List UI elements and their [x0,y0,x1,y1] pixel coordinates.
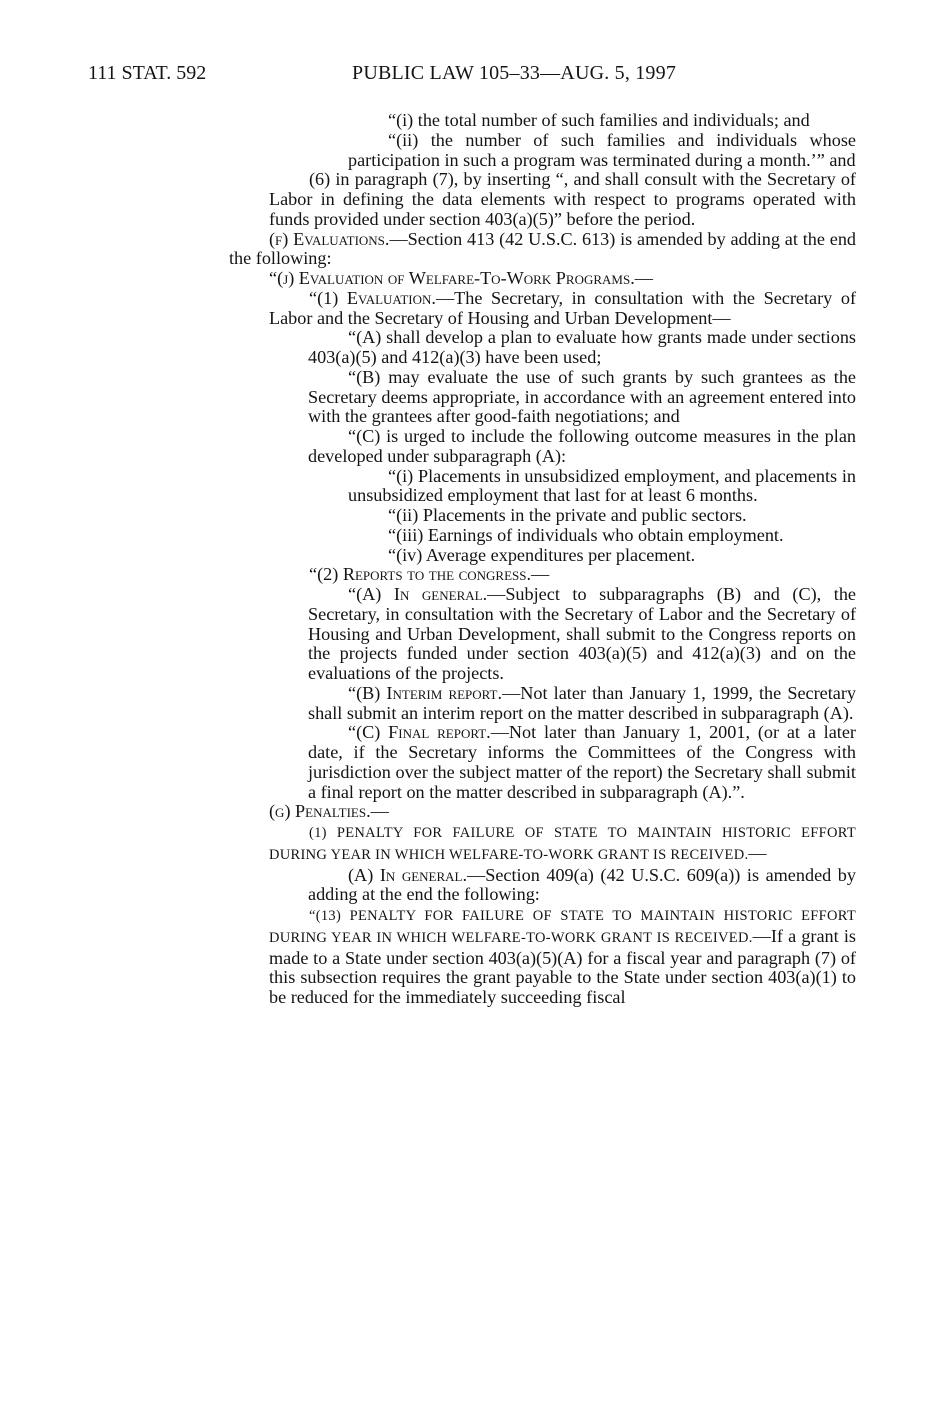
subparagraph-a-plan: “(A) shall develop a plan to evaluate how grants made under sections 403(a)(5) and 412(a)(3) have been used; [308,327,856,367]
subparagraph-a-amendment: (A) In general.—Section 409(a) (42 U.S.C. 609(a)) is amended by adding at the end the following: [308,864,856,905]
paragraph-6-amendment: (6) in paragraph (7), by inserting “, and shall consult with the Secretary of Labor in defining the data elements with respect to programs operated with funds provided under section 403(a)(5)” before the period. [269,169,856,229]
heading-penalty-13: “(13) PENALTY FOR FAILURE OF STATE TO MAINTAIN HISTORIC EFFORT DURING YEAR IN WHICH WELFARE-TO-WORK GRANT IS RECEIVED. [269,908,856,946]
heading-interim-report: “(B) Interim report. [348,682,503,703]
heading-in-general-2: (A) In general. [348,864,468,885]
page-header [88,62,868,90]
clause-iv-expenditures: “(iv) Average expenditures per placement. [388,544,696,565]
subsection-j-heading: “(j) Evaluation of Welfare-To-Work Programs.— [269,268,653,288]
subparagraph-b-interim-report: “(B) Interim report.—Not later than January 1, 1999, the Secretary shall submit an interim report on the matter described in subparagraph (A). [308,682,856,723]
heading-reports: “(2) Reports to the congress. [309,564,532,585]
heading-in-general: “(A) In general. [348,584,488,604]
document-body [229,111,856,1008]
paragraph-13-penalty: “(13) PENALTY FOR FAILURE OF STATE TO MAINTAIN HISTORIC EFFORT DURING YEAR IN WHICH WELFARE-TO-WORK GRANT IS RECEIVED.—If a grant is made to a State under section 403(a)(5)(A) for a fiscal year and paragraph (7) of this subsection requires the grant payable to the State under section 403(a)(1) to be reduced for the immediately succeeding fiscal [269,908,856,1007]
paragraph-2-reports: “(2) Reports to the congress.— [309,564,550,585]
paragraph-1-penalty: (1) PENALTY FOR FAILURE OF STATE TO MAINTAIN HISTORIC EFFORT DURING YEAR IN WHICH WELFARE-TO-WORK GRANT IS RECEIVED.— [269,825,856,863]
heading-evaluations: (f) Evaluations. [269,228,390,249]
public-law-citation: PUBLIC LAW 105–33—AUG. 5, 1997 [352,62,677,84]
heading-final-report: “(C) Final report. [348,722,491,743]
subparagraph-c-final-report: “(C) Final report.—Not later than January 1, 2001, (or at a later date, if the Secretary informs the Committees of the Congress with jurisdiction over the subject matter of the report) the Secretary shall submit a final report on the matter described in subparagraph (A).”. [308,722,856,802]
subparagraph-b-evaluate: “(B) may evaluate the use of such grants by such grantees as the Secretary deems appropriate, in accordance with an agreement entered into with the grantees after good-faith negotiations; and [308,366,856,427]
clause-ii-terminated-participation: “(ii) the number of such families and individuals whose participation in such a program was terminated during a month.’” and [348,129,856,170]
statute-page-number: 111 STAT. 592 [88,62,207,84]
heading-penalty-failure: (1) PENALTY FOR FAILURE OF STATE TO MAINTAIN HISTORIC EFFORT DURING YEAR IN WHICH WELFARE-TO-WORK GRANT IS RECEIVED. [269,825,856,863]
clause-i-placements: “(i) Placements in unsubsidized employment, and placements in unsubsidized employment that last for at least 6 months. [348,465,856,506]
clause-i-total-number: “(i) the total number of such families and individuals; and [388,110,810,130]
subsection-f-evaluations: (f) Evaluations.—Section 413 (42 U.S.C. 613) is amended by adding at the end the following: [229,228,857,269]
heading-evaluation: “(1) Evaluation. [309,287,436,308]
clause-ii-sectors: “(ii) Placements in the private and public sectors. [388,505,747,525]
subsection-g-penalties: (g) Penalties.— [269,801,389,822]
heading-penalties: (g) Penalties. [269,801,371,822]
subparagraph-a-in-general: “(A) In general.—Subject to subparagraphs (B) and (C), the Secretary, in consultation with the Secretary of Labor and the Secretary of Housing and Urban Development, shall submit to the Congress reports on the projects funded under section 403(a)(5) and 412(a)(3) and on the evaluations of the projects. [308,584,856,683]
paragraph-1-evaluation: “(1) Evaluation.—The Secretary, in consultation with the Secretary of Labor and the Secretary of Housing and Urban Development— [269,287,856,328]
subparagraph-c-outcome-measures: “(C) is urged to include the following outcome measures in the plan developed under subparagraph (A): [308,426,856,466]
clause-iii-earnings: “(iii) Earnings of individuals who obtain employment. [388,524,784,545]
heading-evaluation-wtw-programs: “(j) Evaluation of Welfare-To-Work Programs. [269,268,635,288]
